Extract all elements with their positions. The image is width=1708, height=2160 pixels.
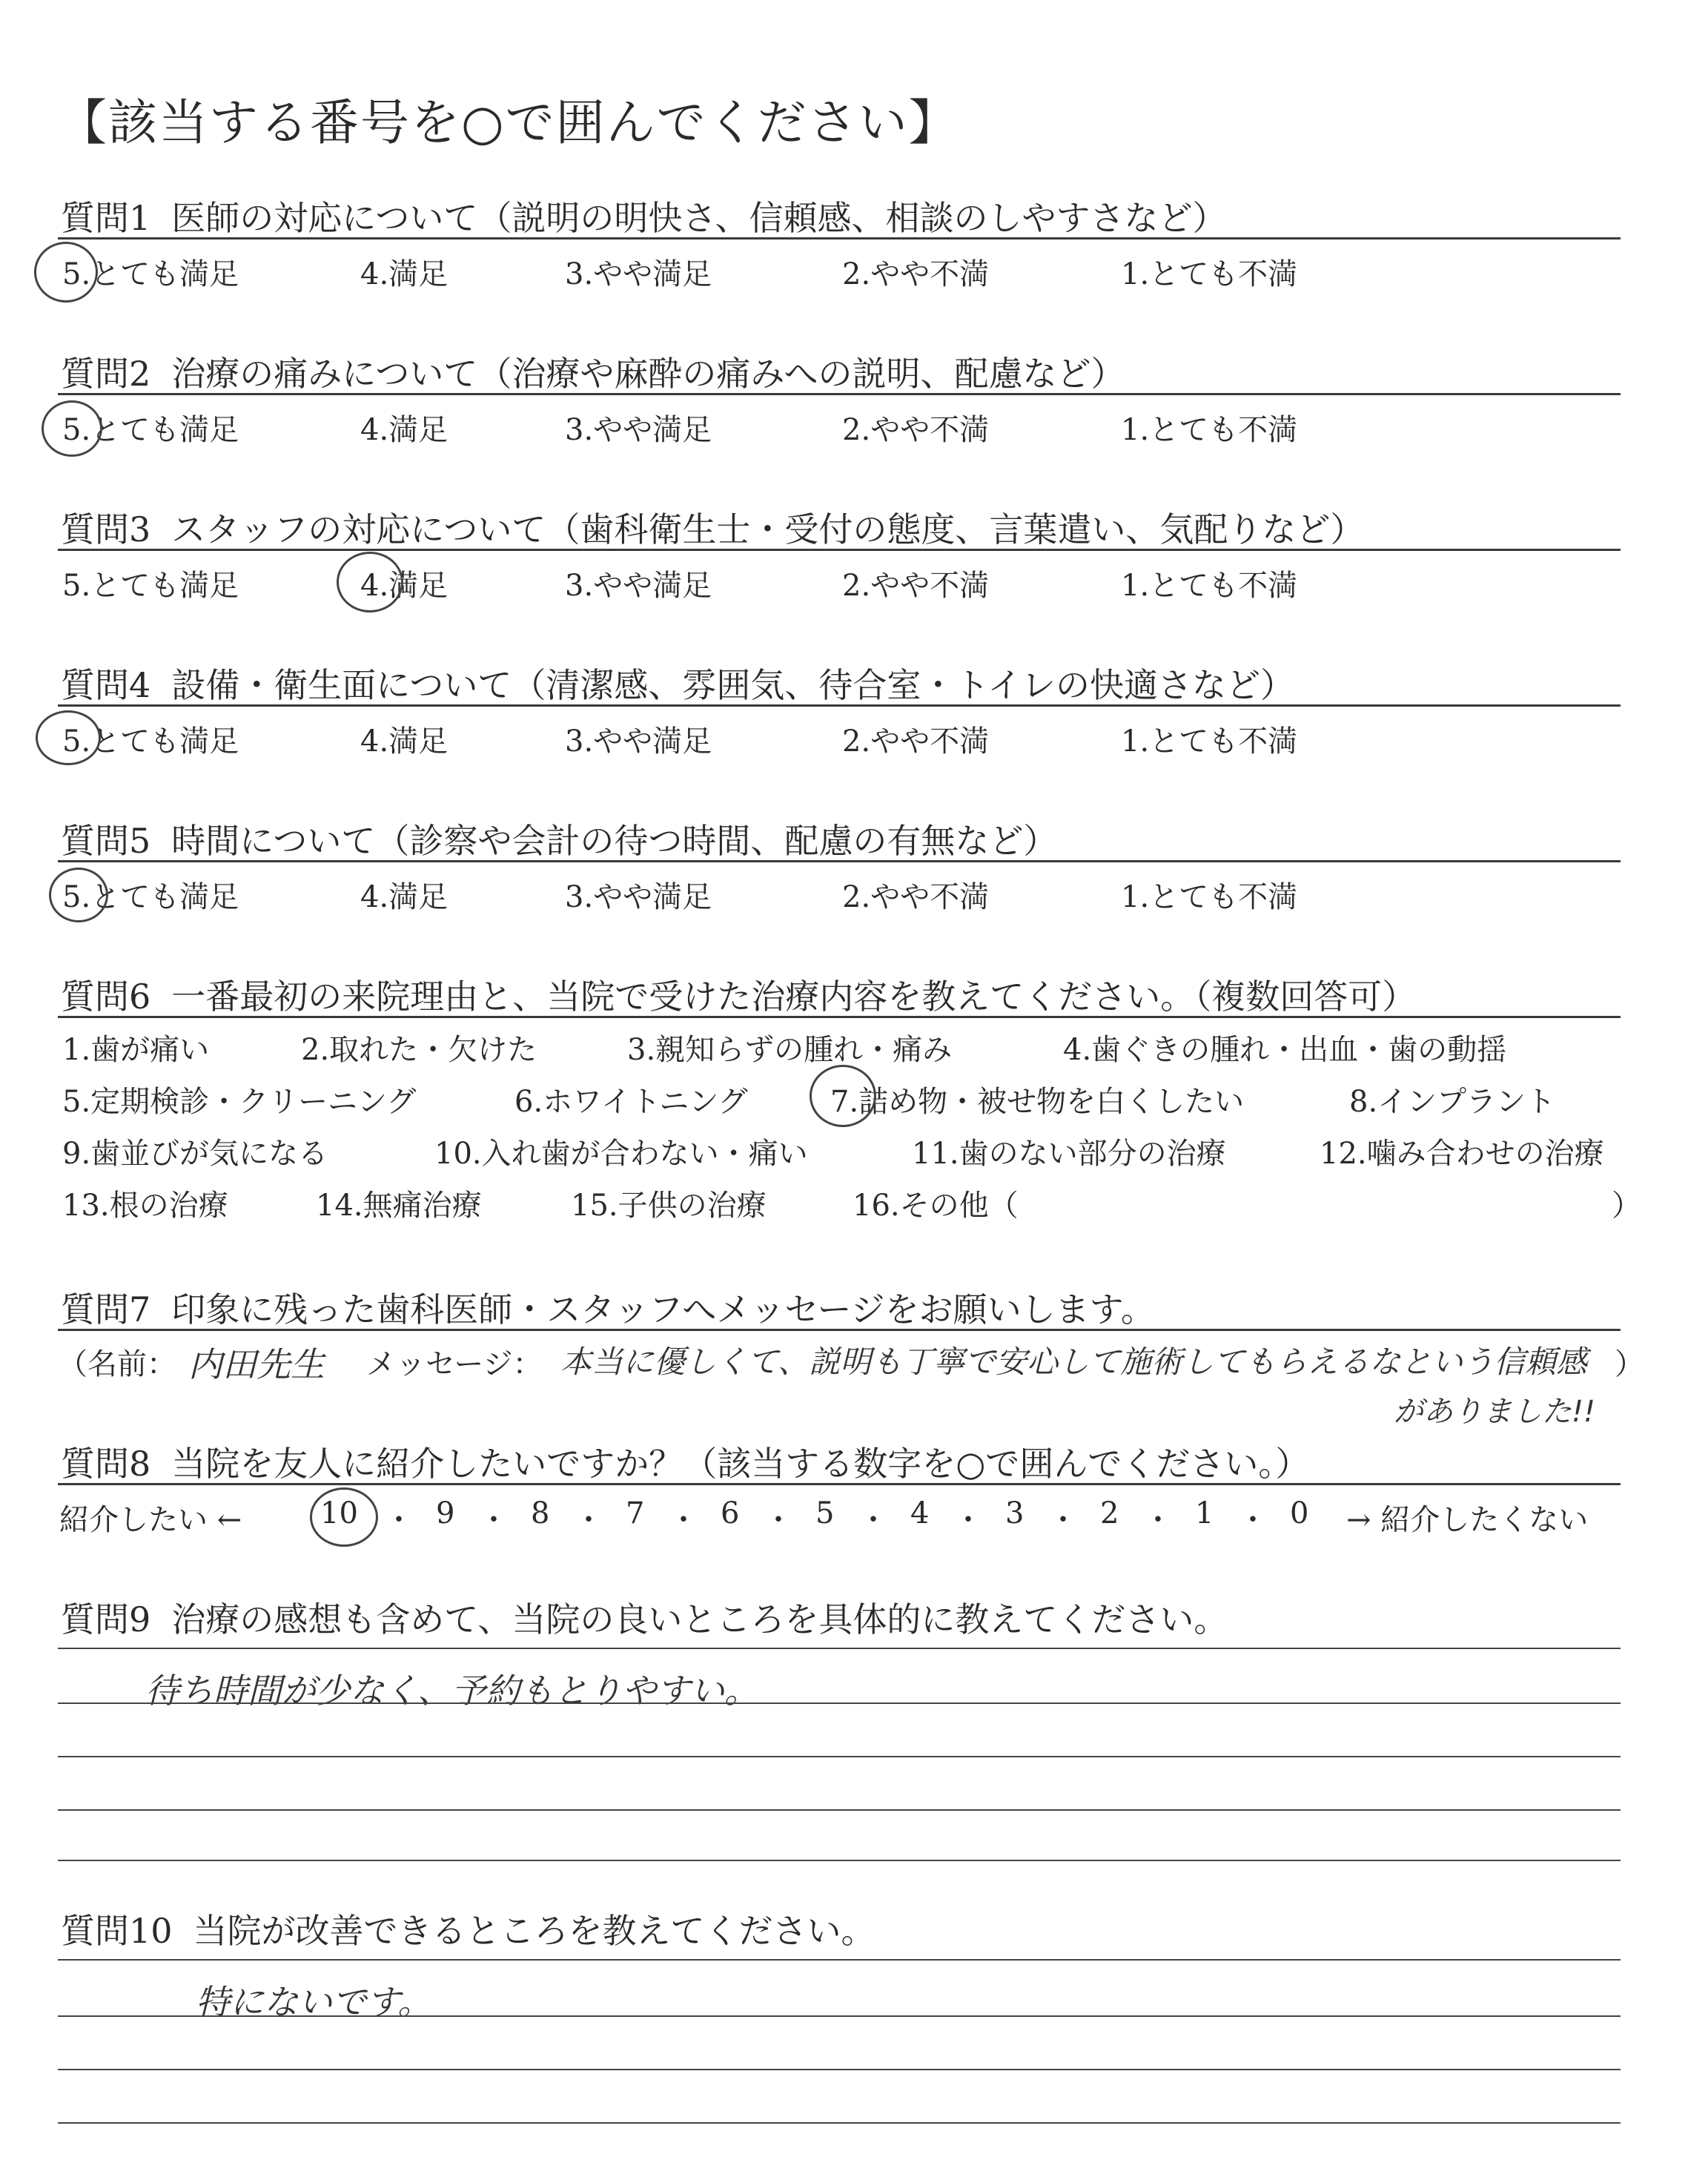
question-7 xyxy=(61,1283,1155,1332)
q6-option-16[interactable]: 16.その他（ xyxy=(853,1189,1019,1223)
divider xyxy=(58,393,1621,395)
answer-line xyxy=(58,1809,1621,1811)
question-text: 設備・衛生面について（清潔感、雰囲気、待合室・トイレの快適さなど） xyxy=(171,665,1295,705)
q3-option-4[interactable]: 4.満足 xyxy=(360,569,448,603)
q6-option-13[interactable]: 13.根の治療 xyxy=(62,1189,228,1223)
q2-option-4[interactable]: 4.満足 xyxy=(360,413,448,447)
question-10 xyxy=(61,1904,875,1953)
question-number: 質問10 xyxy=(61,1911,173,1951)
page-title: 【該当する番号を○で囲んでください】 xyxy=(58,94,959,151)
q5-option-3[interactable]: 3.やや満足 xyxy=(565,880,712,914)
question-3 xyxy=(61,503,1364,552)
q1-option-2[interactable]: 2.やや不満 xyxy=(842,257,990,291)
answer-line xyxy=(58,2122,1621,2124)
q4-option-4[interactable]: 4.満足 xyxy=(360,724,448,759)
score-2[interactable]: 2 xyxy=(1100,1496,1119,1530)
question-5 xyxy=(61,814,1057,863)
message-answer-line2[interactable]: がありました!! xyxy=(1394,1395,1596,1429)
divider xyxy=(58,549,1621,551)
q2-option-1[interactable]: 1.とても不満 xyxy=(1121,413,1298,447)
separator-dot: ・ xyxy=(953,1503,983,1537)
q8-selected-circle xyxy=(310,1487,378,1547)
q6-option-4[interactable]: 4.歯ぐきの腫れ・出血・歯の動揺 xyxy=(1063,1033,1507,1067)
question-number: 質問2 xyxy=(61,354,151,394)
score-0[interactable]: 0 xyxy=(1290,1496,1309,1530)
question-text: 当院が改善できるところを教えてください。 xyxy=(193,1911,875,1951)
q6-option-11[interactable]: 11.歯のない部分の治療 xyxy=(912,1137,1226,1171)
question-number: 質問5 xyxy=(61,821,151,861)
question-4 xyxy=(61,658,1294,707)
separator-dot: ・ xyxy=(1238,1503,1268,1537)
recommend-right-label: → 紹介したくない xyxy=(1346,1503,1589,1537)
q1-option-4[interactable]: 4.満足 xyxy=(360,257,448,291)
q3-option-2[interactable]: 2.やや不満 xyxy=(842,569,990,603)
divider xyxy=(58,1016,1621,1018)
question-8 xyxy=(61,1437,1309,1486)
question-number: 質問9 xyxy=(61,1599,151,1639)
q4-selected-circle xyxy=(36,710,101,765)
question-text: 印象に残った歯科医師・スタッフへメッセージをお願いします。 xyxy=(171,1289,1155,1330)
answer-line xyxy=(58,1702,1621,1704)
score-7[interactable]: 7 xyxy=(626,1496,645,1530)
name-label: （名前： xyxy=(58,1347,176,1381)
question-number: 質問4 xyxy=(61,665,151,705)
answer-line xyxy=(58,1860,1621,1861)
answer-line xyxy=(58,1959,1621,1961)
question-1 xyxy=(61,191,1227,240)
q6-option-8[interactable]: 8.インプラント xyxy=(1349,1085,1556,1119)
question-2 xyxy=(61,347,1125,396)
answer-line xyxy=(58,1648,1621,1649)
q4-option-1[interactable]: 1.とても不満 xyxy=(1121,724,1298,759)
score-3[interactable]: 3 xyxy=(1005,1496,1025,1530)
q5-selected-circle xyxy=(49,868,108,922)
q4-option-3[interactable]: 3.やや満足 xyxy=(565,724,712,759)
q5-option-1[interactable]: 1.とても不満 xyxy=(1121,880,1298,914)
question-number: 質問3 xyxy=(61,509,151,549)
q6-option-1[interactable]: 1.歯が痛い xyxy=(62,1033,210,1067)
question-text: 当院を友人に紹介したいですか？（該当する数字を○で囲んでください。） xyxy=(171,1444,1310,1484)
q1-option-3[interactable]: 3.やや満足 xyxy=(565,257,712,291)
message-label: メッセージ： xyxy=(366,1347,543,1381)
separator-dot: ・ xyxy=(384,1503,414,1537)
q3-option-3[interactable]: 3.やや満足 xyxy=(565,569,712,603)
q6-option-12[interactable]: 12.噛み合わせの治療 xyxy=(1320,1137,1604,1171)
question-text: 治療の感想も含めて、当院の良いところを具体的に教えてください。 xyxy=(171,1599,1228,1639)
q5-option-5[interactable]: 5.とても満足 xyxy=(62,880,239,914)
q1-option-1[interactable]: 1.とても不満 xyxy=(1121,257,1298,291)
q1-option-5[interactable]: 5.とても満足 xyxy=(62,257,239,291)
separator-dot: ・ xyxy=(574,1503,603,1537)
q6-option-7[interactable]: 7.詰め物・被せ物を白くしたい xyxy=(830,1085,1245,1119)
divider xyxy=(58,237,1621,240)
question-6 xyxy=(61,970,1416,1019)
question-number: 質問1 xyxy=(61,198,151,238)
question-text: スタッフの対応について（歯科衛生士・受付の態度、言葉遣い、気配りなど） xyxy=(171,509,1365,549)
q6-selected-circle xyxy=(810,1065,876,1127)
question-text: 医師の対応について（説明の明快さ、信頼感、相談のしやすさなど） xyxy=(171,198,1227,238)
q10-answer[interactable]: 特にないです。 xyxy=(196,1982,432,2022)
q1-selected-circle xyxy=(34,242,98,303)
q6-option-3[interactable]: 3.親知らずの腫れ・痛み xyxy=(627,1033,953,1067)
q2-option-5[interactable]: 5.とても満足 xyxy=(62,413,239,447)
q5-option-2[interactable]: 2.やや不満 xyxy=(842,880,990,914)
q6-other-close-paren: ） xyxy=(1612,1189,1641,1223)
recommend-left-label: 紹介したい ← xyxy=(59,1503,242,1537)
answer-line xyxy=(58,2069,1621,2070)
q4-option-2[interactable]: 2.やや不満 xyxy=(842,724,990,759)
message-answer-line1[interactable]: 本当に優しくて、説明も丁寧で安心して施術してもらえるなという信頼感 xyxy=(560,1344,1588,1380)
question-number: 質問8 xyxy=(61,1444,151,1484)
q2-option-3[interactable]: 3.やや満足 xyxy=(565,413,712,447)
score-10[interactable]: 10 xyxy=(320,1496,358,1530)
q6-option-2[interactable]: 2.取れた・欠けた xyxy=(301,1033,537,1067)
question-number: 質問6 xyxy=(61,977,151,1017)
question-number: 質問7 xyxy=(61,1289,151,1330)
score-4[interactable]: 4 xyxy=(910,1496,930,1530)
question-text: 時間について（診察や会計の待つ時間、配慮の有無など） xyxy=(171,821,1058,861)
message-close-paren: ） xyxy=(1615,1347,1644,1381)
separator-dot: ・ xyxy=(858,1503,888,1537)
q2-selected-circle xyxy=(42,400,102,457)
name-answer[interactable]: 内田先生 xyxy=(188,1344,325,1384)
question-9 xyxy=(61,1593,1228,1642)
question-text: 一番最初の来院理由と、当院で受けた治療内容を教えてください。（複数回答可） xyxy=(171,977,1417,1017)
separator-dot: ・ xyxy=(479,1503,509,1537)
q9-answer[interactable]: 待ち時間が少なく、予約もとりやすい。 xyxy=(145,1671,759,1711)
score-5[interactable]: 5 xyxy=(815,1496,835,1530)
q6-option-15[interactable]: 15.子供の治療 xyxy=(571,1189,767,1223)
q3-option-1[interactable]: 1.とても不満 xyxy=(1121,569,1298,603)
separator-dot: ・ xyxy=(764,1503,793,1537)
separator-dot: ・ xyxy=(1048,1503,1078,1537)
score-6[interactable]: 6 xyxy=(721,1496,740,1530)
divider xyxy=(58,704,1621,707)
answer-line xyxy=(58,1756,1621,1757)
q6-option-6[interactable]: 6.ホワイトニング xyxy=(514,1085,748,1119)
q6-option-9[interactable]: 9.歯並びが気になる xyxy=(62,1137,328,1171)
separator-dot: ・ xyxy=(1143,1503,1173,1537)
q3-selected-circle xyxy=(337,552,403,612)
separator-dot: ・ xyxy=(669,1503,698,1537)
score-1[interactable]: 1 xyxy=(1195,1496,1214,1530)
q4-option-5[interactable]: 5.とても満足 xyxy=(62,724,239,759)
q2-option-2[interactable]: 2.やや不満 xyxy=(842,413,990,447)
question-text: 治療の痛みについて（治療や麻酔の痛みへの説明、配慮など） xyxy=(171,354,1125,394)
answer-line xyxy=(58,2015,1621,2017)
q6-option-14[interactable]: 14.無痛治療 xyxy=(316,1189,482,1223)
divider xyxy=(58,860,1621,862)
score-9[interactable]: 9 xyxy=(436,1496,455,1530)
q6-option-5[interactable]: 5.定期検診・クリーニング xyxy=(62,1085,417,1119)
q6-option-10[interactable]: 10.入れ歯が合わない・痛い xyxy=(434,1137,808,1171)
divider xyxy=(58,1483,1621,1485)
divider xyxy=(58,1329,1621,1331)
score-8[interactable]: 8 xyxy=(531,1496,550,1530)
q5-option-4[interactable]: 4.満足 xyxy=(360,880,448,914)
q3-option-5[interactable]: 5.とても満足 xyxy=(62,569,239,603)
